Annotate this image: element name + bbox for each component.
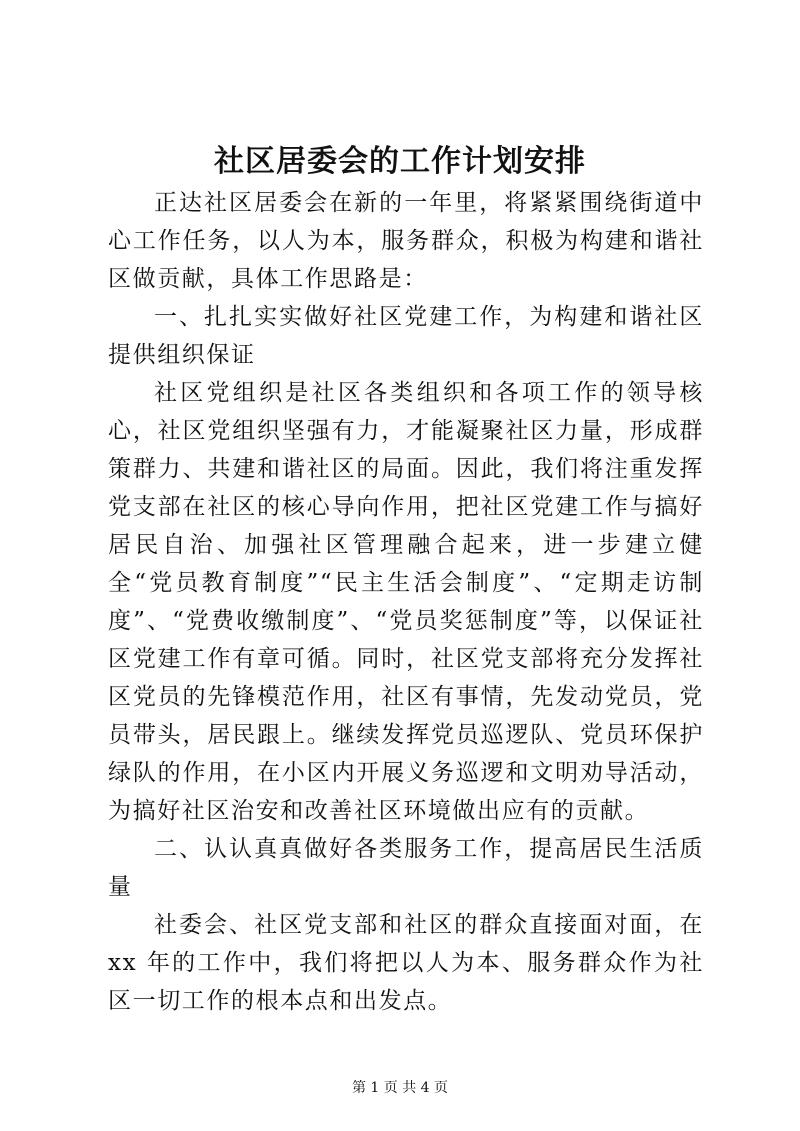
document-title: 社区居委会的工作计划安排 bbox=[214, 144, 586, 179]
page-footer: 第 1 页 共 4 页 bbox=[351, 1080, 449, 1096]
intro-paragraph: 正达社区居委会在新的一年里，将紧紧围绕街道中心工作任务，以人为本，服务群众，积极为构建和谐社区做贡献，具体工作思路是： bbox=[108, 190, 704, 292]
section-1-heading: 一、扎扎实实做好社区党建工作，为构建和谐社区提供组织保证 bbox=[108, 304, 704, 368]
section-2-heading: 二、认认真真做好各类服务工作，提高居民生活质量 bbox=[108, 836, 704, 900]
section-2-paragraph: 社委会、社区党支部和社区的群众直接面对面，在 xx 年的工作中，我们将把以人为本、服务群众作为社区一切工作的根本点和出发点。 bbox=[108, 912, 704, 1014]
section-1-paragraph: 社区党组织是社区各类组织和各项工作的领导核心，社区党组织坚强有力，才能凝聚社区力量，形成群策群力、共建和谐社区的局面。因此，我们将注重发挥党支部在社区的核心导向作用，把社区党建工作与搞好居民自治、加强社区管理融合起来，进一步建立健全“党员教育制度”“民主生活会制度”、“定期走访制度”、“党费收缴制度”、“党员奖惩制度”等，以保证社区党建工作有章可循。同时，社区党支部将充分发挥社区党员的先锋模范作用，社区有事情，先发动党员，党员带头，居民跟上。继续发挥党员巡逻队、党员环保护绿队的作用，在小区内开展义务巡逻和文明劝导活动，为搞好社区治安和改善社区环境做出应有的贡献。 bbox=[108, 380, 704, 824]
document-body bbox=[108, 184, 704, 1020]
